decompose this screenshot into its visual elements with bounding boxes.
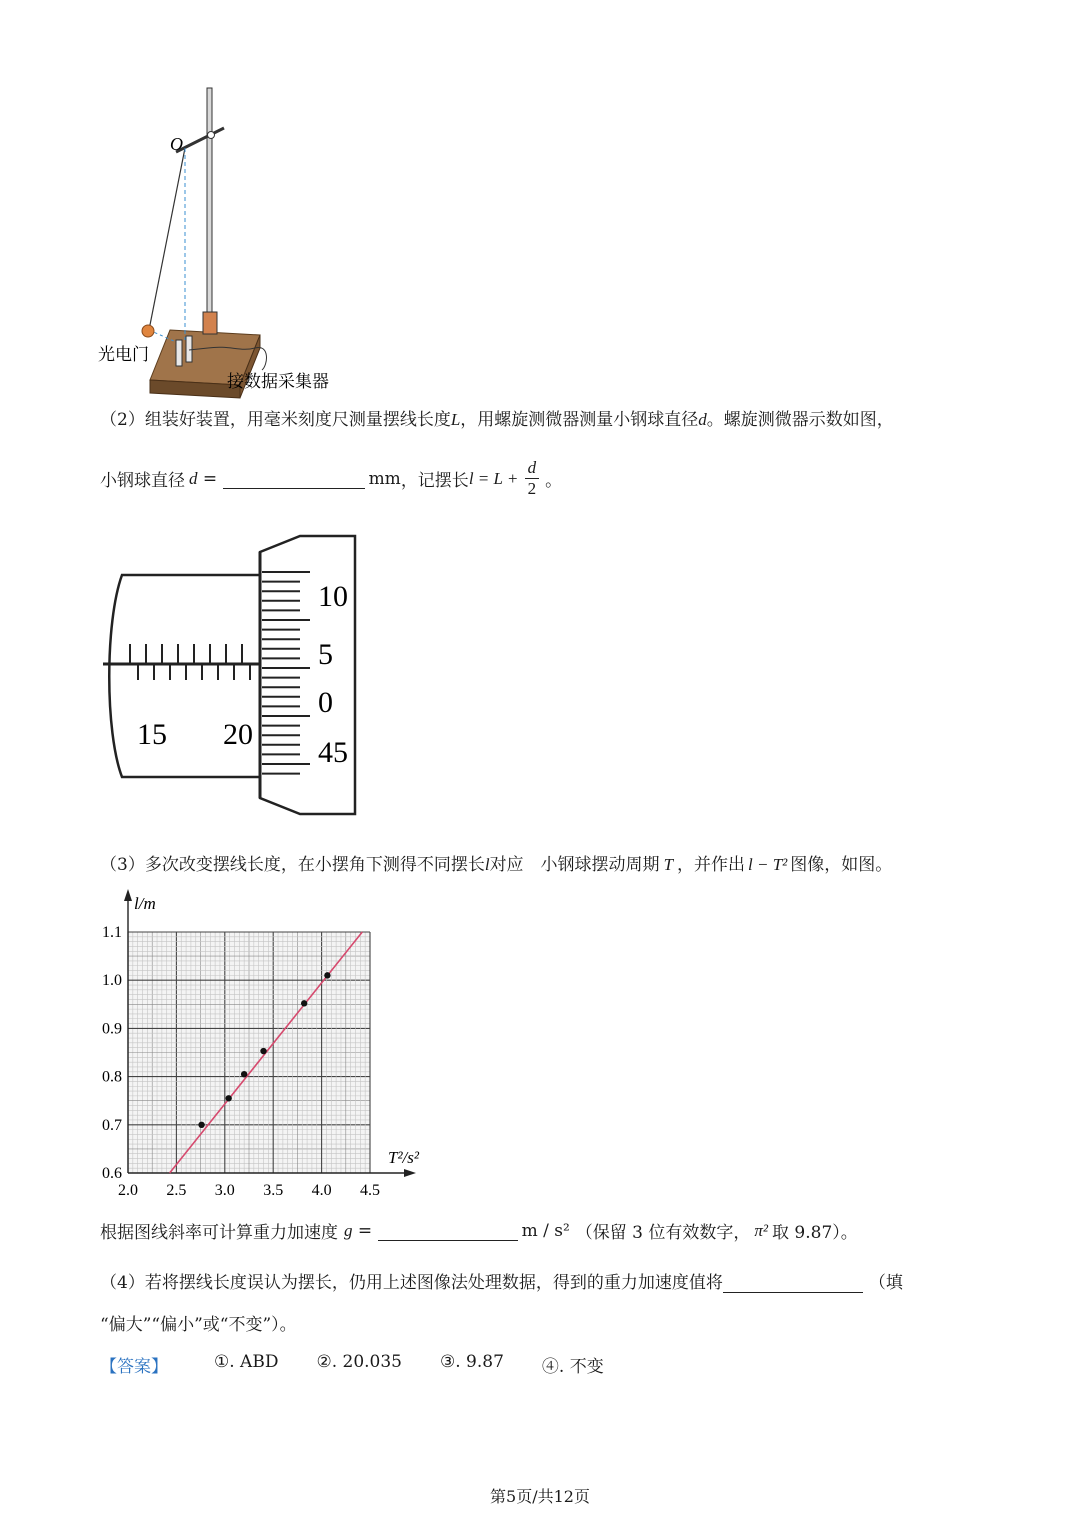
y-tick-label: 0.7 bbox=[102, 1116, 122, 1134]
pendulum-apparatus-drawing bbox=[90, 80, 380, 400]
data-point bbox=[301, 1000, 307, 1006]
thimble-label-45: 45 bbox=[318, 736, 348, 769]
x-tick-label: 2.0 bbox=[118, 1182, 138, 1199]
answer-item-1: ①. ABD bbox=[214, 1352, 279, 1372]
x-tick-label: 3.0 bbox=[214, 1182, 235, 1199]
micrometer-figure bbox=[100, 532, 370, 822]
y-tick-label: 0.6 bbox=[102, 1165, 122, 1182]
x-tick-label: 3.5 bbox=[263, 1182, 284, 1199]
answer-item-2: ②. 20.035 bbox=[316, 1352, 402, 1372]
formula-l: l bbox=[468, 468, 474, 488]
q4-answer-blank[interactable] bbox=[723, 1274, 863, 1293]
y-tick-label: 0.9 bbox=[102, 1020, 122, 1038]
var-T: T bbox=[663, 855, 674, 874]
thimble-label-0: 0 bbox=[318, 686, 333, 719]
var-d-2: d bbox=[189, 468, 198, 488]
answer-line bbox=[100, 1352, 604, 1377]
photogate-label: 光电门 bbox=[98, 345, 149, 364]
data-point bbox=[260, 1048, 266, 1054]
fraction-d-over-2: $\frac{d}{2}$ bbox=[525, 458, 540, 499]
page-footer: 第5页/共12页 bbox=[490, 1487, 590, 1506]
collector-label: 接数据采集器 bbox=[227, 372, 329, 391]
y-tick-label: 1.0 bbox=[102, 972, 122, 990]
q3b-line: 根据图线斜率可计算重力加速度 g = m / s² （保留 3 位有效数字， π² 取 9.87）。 bbox=[100, 1220, 858, 1243]
thimble-label-5: 5 bbox=[318, 638, 333, 671]
var-g: g bbox=[344, 1220, 353, 1240]
x-tick-label: 2.5 bbox=[166, 1182, 187, 1199]
thimble-label-10: 10 bbox=[318, 580, 348, 613]
pivot-label: O bbox=[170, 134, 183, 154]
x-axis-arrow bbox=[404, 1169, 416, 1177]
chart-y-axis-label: l/m bbox=[134, 894, 156, 913]
graph-name: l − T² bbox=[748, 855, 788, 874]
q2-line1: （2）组装好装置，用毫米刻度尺测量摆线长度L，用螺旋测微器测量小钢球直径d。螺旋测微器示数如图， bbox=[100, 410, 894, 430]
pendulum-apparatus-figure bbox=[90, 80, 380, 400]
l-t2-chart-svg bbox=[90, 885, 450, 1205]
answer-item-4: ④. 不变 bbox=[541, 1357, 604, 1377]
chart-x-axis-label: T²/s² bbox=[388, 1148, 419, 1167]
data-point bbox=[225, 1095, 231, 1101]
var-d: d bbox=[698, 410, 707, 429]
gravity-answer-blank[interactable] bbox=[378, 1220, 518, 1241]
diameter-answer-blank[interactable] bbox=[223, 468, 365, 489]
data-point bbox=[241, 1071, 247, 1077]
y-axis-arrow bbox=[124, 889, 132, 901]
var-L: L bbox=[450, 410, 461, 429]
q2-line2: 小钢球直径 d = mm ，记摆长 l = L + $\frac{d}{2}$ 。 bbox=[100, 458, 563, 498]
sleeve-label-20: 20 bbox=[223, 718, 253, 751]
y-tick-label: 0.8 bbox=[102, 1068, 122, 1086]
data-point bbox=[324, 972, 330, 978]
micrometer-drawing bbox=[100, 532, 370, 822]
answer-item-3: ③. 9.87 bbox=[439, 1352, 504, 1372]
q4-line2: “偏大”“偏小”或“不变”）。 bbox=[100, 1315, 297, 1335]
data-point bbox=[198, 1122, 204, 1128]
x-tick-label: 4.5 bbox=[360, 1182, 380, 1199]
answer-tag: 【答案】 bbox=[100, 1357, 168, 1377]
var-l: l bbox=[484, 855, 490, 874]
sleeve-label-15: 15 bbox=[137, 718, 167, 751]
l-t2-chart bbox=[90, 885, 450, 1205]
y-tick-label: 1.1 bbox=[102, 924, 122, 941]
q4-line1: （4）若将摆线长度误认为摆长，仍用上述图像法处理数据，得到的重力加速度值将 （填 bbox=[100, 1273, 903, 1293]
x-tick-label: 4.0 bbox=[311, 1182, 332, 1199]
q3-line: （3）多次改变摆线长度，在小摆角下测得不同摆长l对应 小钢球摆动周期 T ，并作出 l − T² 图像，如图。 bbox=[100, 855, 893, 875]
